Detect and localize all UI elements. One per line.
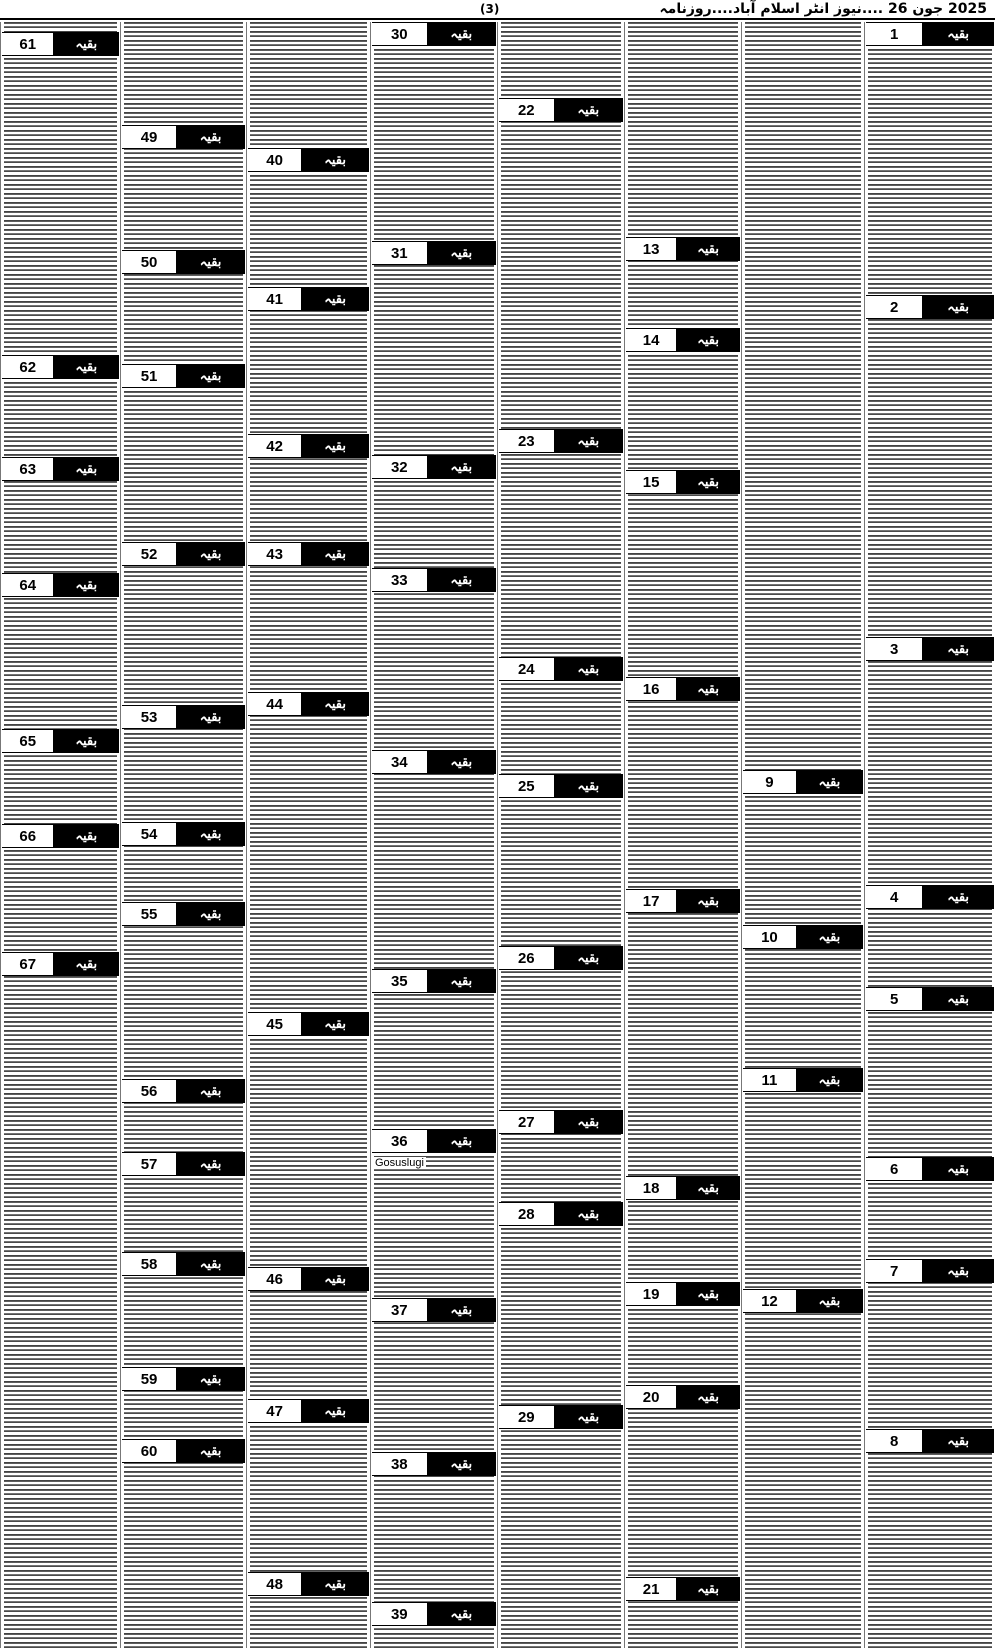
continuation-box: [122, 1079, 245, 1103]
column-6: [246, 22, 370, 1648]
continuation-number: 41: [266, 290, 283, 308]
continuation-box: [499, 1405, 623, 1429]
continuation-number: 13: [642, 240, 660, 258]
continuation-number: 16: [642, 680, 660, 698]
continuation-number: 8: [889, 1432, 899, 1450]
continuation-number: 39: [390, 1605, 408, 1623]
continuation-label: بقیہ: [301, 288, 369, 310]
continuation-label: بقیہ: [427, 23, 496, 45]
continuation-box: [866, 22, 994, 46]
continuation-box: [372, 455, 496, 479]
continuation-box: [499, 946, 623, 970]
continuation-label: بقیہ: [554, 1203, 623, 1225]
continuation-label: بقیہ: [796, 1290, 863, 1312]
continuation-number: 25: [517, 777, 535, 795]
continuation-box: [626, 1176, 740, 1200]
continuation-number: 33: [390, 571, 408, 589]
continuation-label: بقیہ: [301, 1013, 369, 1035]
continuation-label: بقیہ: [554, 99, 623, 121]
continuation-label: بقیہ: [176, 365, 245, 387]
continuation-number: 22: [517, 101, 535, 119]
continuation-label: بقیہ: [922, 1430, 994, 1452]
continuation-label: بقیہ: [53, 574, 119, 596]
continuation-number: 4: [889, 888, 899, 906]
continuation-number: 5: [889, 990, 899, 1008]
continuation-label: بقیہ: [922, 988, 994, 1010]
continuation-box: [122, 1367, 245, 1391]
continuation-box: [866, 1157, 994, 1181]
continuation-number: 32: [390, 458, 408, 476]
continuation-label: بقیہ: [301, 149, 369, 171]
continuation-number: 60: [140, 1442, 158, 1460]
continuation-label: بقیہ: [427, 751, 496, 773]
continuation-box: [626, 470, 740, 494]
continuation-label: بقیہ: [676, 329, 740, 351]
continuation-label: بقیہ: [676, 1177, 740, 1199]
continuation-box: [122, 542, 245, 566]
continuation-number: 48: [266, 1575, 283, 1593]
continuation-label: بقیہ: [796, 1069, 863, 1091]
continuation-number: 61: [19, 35, 37, 53]
continuation-box: [626, 1385, 740, 1409]
continuation-label: بقیہ: [427, 456, 496, 478]
continuation-number: 11: [761, 1071, 778, 1089]
continuation-number: 1: [889, 25, 899, 43]
continuation-label: بقیہ: [676, 1578, 740, 1600]
continuation-number: 15: [642, 473, 660, 491]
continuation-box: [866, 885, 994, 909]
continuation-label: بقیہ: [796, 926, 863, 948]
continuation-box: [866, 1259, 994, 1283]
continuation-number: 66: [19, 827, 37, 845]
continuation-label: بقیہ: [676, 238, 740, 260]
continuation-box: [2, 355, 119, 379]
continuation-label: بقیہ: [176, 1253, 245, 1275]
continuation-box: [122, 1252, 245, 1276]
continuation-number: 18: [642, 1179, 660, 1197]
continuation-number: 31: [390, 244, 408, 262]
continuation-number: 45: [266, 1015, 283, 1033]
continuation-box: [866, 295, 994, 319]
continuation-number: 23: [517, 432, 535, 450]
continuation-box: [2, 729, 119, 753]
continuation-box: [248, 692, 369, 716]
continuation-label: بقیہ: [301, 435, 369, 457]
continuation-box: [626, 1577, 740, 1601]
continuation-label: بقیہ: [176, 543, 245, 565]
continuation-number: 65: [19, 732, 37, 750]
continuation-number: 3: [889, 640, 899, 658]
continuation-number: 44: [266, 695, 283, 713]
continuation-box: [248, 434, 369, 458]
continuation-label: بقیہ: [676, 678, 740, 700]
continuation-box: [626, 889, 740, 913]
continuation-label: بقیہ: [301, 543, 369, 565]
continuation-number: 47: [266, 1402, 283, 1420]
continuation-box: [499, 429, 623, 453]
continuation-number: 30: [390, 25, 408, 43]
continuation-box: [372, 1602, 496, 1626]
continuation-number: 28: [517, 1205, 535, 1223]
continuation-label: بقیہ: [554, 947, 623, 969]
continuation-number: 49: [140, 128, 158, 146]
continuation-label: بقیہ: [176, 706, 245, 728]
continuation-box: [372, 1129, 496, 1153]
continuation-box: [248, 542, 369, 566]
continuation-number: 7: [889, 1262, 899, 1280]
continuation-box: [372, 241, 496, 265]
continuation-number: 9: [765, 773, 774, 791]
column-text: [745, 22, 861, 1648]
continuation-number: 50: [140, 253, 158, 271]
continuation-box: [626, 677, 740, 701]
continuation-box: [122, 1439, 245, 1463]
column-2: [741, 22, 864, 1648]
column-5: [370, 22, 497, 1648]
continuation-label: بقیہ: [676, 1283, 740, 1305]
continuation-label: بقیہ: [796, 771, 863, 793]
column-3: [624, 22, 741, 1648]
column-4: [497, 22, 624, 1648]
continuation-label: بقیہ: [301, 1400, 369, 1422]
continuation-label: بقیہ: [53, 356, 119, 378]
continuation-box: [743, 925, 863, 949]
continuation-label: بقیہ: [176, 251, 245, 273]
continuation-box: [2, 457, 119, 481]
continuation-number: 19: [642, 1285, 660, 1303]
continuation-box: [122, 125, 245, 149]
continuation-label: بقیہ: [176, 126, 245, 148]
continuation-number: 40: [266, 151, 283, 169]
continuation-number: 52: [140, 545, 158, 563]
continuation-number: 46: [266, 1270, 283, 1288]
continuation-box: [372, 969, 496, 993]
continuation-box: [122, 1152, 245, 1176]
continuation-label: بقیہ: [922, 1260, 994, 1282]
continuation-number: 57: [140, 1155, 158, 1173]
continuation-number: 21: [642, 1580, 660, 1598]
continuation-box: [248, 1012, 369, 1036]
continuation-number: 63: [19, 460, 37, 478]
continuation-box: [743, 1289, 863, 1313]
continuation-number: 17: [642, 892, 660, 910]
continuation-number: 10: [761, 928, 778, 946]
continuation-box: [499, 774, 623, 798]
continuation-box: [122, 902, 245, 926]
continuation-label: بقیہ: [554, 1406, 623, 1428]
continuation-box: [866, 637, 994, 661]
continuation-box: [248, 148, 369, 172]
continuation-box: [372, 1298, 496, 1322]
continuation-label: بقیہ: [427, 1130, 496, 1152]
continuation-number: 58: [140, 1255, 158, 1273]
continuation-box: [499, 1202, 623, 1226]
continuation-box: [626, 1282, 740, 1306]
continuation-box: [372, 750, 496, 774]
continuation-box: [248, 287, 369, 311]
continuation-box: [2, 824, 119, 848]
continuation-number: 34: [390, 753, 408, 771]
continuation-number: 42: [266, 437, 283, 455]
column-text: [868, 22, 992, 1648]
continuation-label: بقیہ: [53, 730, 119, 752]
continuation-label: بقیہ: [53, 825, 119, 847]
continuation-label: بقیہ: [427, 569, 496, 591]
continuation-number: 6: [889, 1160, 899, 1178]
continuation-label: بقیہ: [53, 953, 119, 975]
continuation-number: 43: [266, 545, 283, 563]
continuation-box: [866, 1429, 994, 1453]
continuation-label: بقیہ: [427, 1453, 496, 1475]
continuation-number: 67: [19, 955, 37, 973]
continuation-box: [626, 237, 740, 261]
continuation-label: بقیہ: [53, 33, 119, 55]
continuation-box: [372, 22, 496, 46]
continuation-label: بقیہ: [301, 693, 369, 715]
continuation-number: 37: [390, 1301, 408, 1319]
continuation-box: [372, 1452, 496, 1476]
continuation-number: 12: [761, 1292, 778, 1310]
continuation-label: بقیہ: [53, 458, 119, 480]
continuation-label: بقیہ: [922, 638, 994, 660]
continuation-number: 64: [19, 576, 37, 594]
continuation-box: [866, 987, 994, 1011]
continuation-label: بقیہ: [554, 658, 623, 680]
continuation-box: [372, 568, 496, 592]
continuation-number: 56: [140, 1082, 158, 1100]
issue-date: 2025 جون 26 ....نیوز انٹر اسلام آباد....روزنامہ: [659, 1, 987, 17]
continuation-box: [248, 1572, 369, 1596]
continuation-box: [499, 98, 623, 122]
continuation-number: 35: [390, 972, 408, 990]
continuation-box: [499, 657, 623, 681]
continuation-number: 51: [140, 367, 158, 385]
continuation-label: بقیہ: [922, 296, 994, 318]
continuation-label: بقیہ: [176, 903, 245, 925]
masthead: [0, 0, 995, 20]
continuation-label: بقیہ: [427, 1603, 496, 1625]
continuation-box: [2, 32, 119, 56]
continuation-label: بقیہ: [676, 890, 740, 912]
continuation-label: بقیہ: [554, 1111, 623, 1133]
continuation-number: 27: [517, 1113, 535, 1131]
continuation-number: 38: [390, 1455, 408, 1473]
continuation-label: بقیہ: [176, 1368, 245, 1390]
continuation-box: [122, 250, 245, 274]
column-7: [120, 22, 246, 1648]
continuation-number: 55: [140, 905, 158, 923]
continuation-number: 53: [140, 708, 158, 726]
continuation-box: [626, 328, 740, 352]
continuation-box: [499, 1110, 623, 1134]
continuation-label: بقیہ: [922, 1158, 994, 1180]
continuation-box: [122, 364, 245, 388]
continuation-box: [743, 770, 863, 794]
continuation-box: [122, 705, 245, 729]
continuation-number: 2: [889, 298, 899, 316]
continuation-label: بقیہ: [427, 970, 496, 992]
continuation-label: بقیہ: [922, 23, 994, 45]
continuation-number: 54: [140, 825, 158, 843]
continuation-label: بقیہ: [176, 1080, 245, 1102]
continuation-box: [248, 1267, 369, 1291]
continuation-label: بقیہ: [176, 1440, 245, 1462]
continuation-label: بقیہ: [554, 430, 623, 452]
continuation-label: بقیہ: [676, 471, 740, 493]
continuation-label: بقیہ: [176, 823, 245, 845]
continuation-number: 24: [517, 660, 535, 678]
continuation-number: 29: [517, 1408, 535, 1426]
continuation-box: [743, 1068, 863, 1092]
continuation-box: [2, 952, 119, 976]
continuation-label: بقیہ: [176, 1153, 245, 1175]
continuation-label: بقیہ: [427, 242, 496, 264]
continuation-number: 59: [140, 1370, 158, 1388]
continuation-number: 14: [642, 331, 660, 349]
continuation-box: [248, 1399, 369, 1423]
continuation-label: بقیہ: [922, 886, 994, 908]
column-8: [0, 22, 120, 1648]
continuation-label: بقیہ: [427, 1299, 496, 1321]
column-1: [864, 22, 995, 1648]
continuation-box: [122, 822, 245, 846]
continuation-number: 62: [19, 358, 37, 376]
continuation-label: بقیہ: [301, 1573, 369, 1595]
continuation-number: 26: [517, 949, 535, 967]
continuation-label: بقیہ: [554, 775, 623, 797]
continuation-number: 20: [642, 1388, 660, 1406]
page-number: (3): [480, 2, 500, 16]
continuation-number: 36: [390, 1132, 408, 1150]
continuation-box: [2, 573, 119, 597]
inline-latin-word: Gosuslugi: [375, 1157, 424, 1169]
continuation-label: بقیہ: [676, 1386, 740, 1408]
column-text: [374, 22, 494, 1648]
continuation-label: بقیہ: [301, 1268, 369, 1290]
